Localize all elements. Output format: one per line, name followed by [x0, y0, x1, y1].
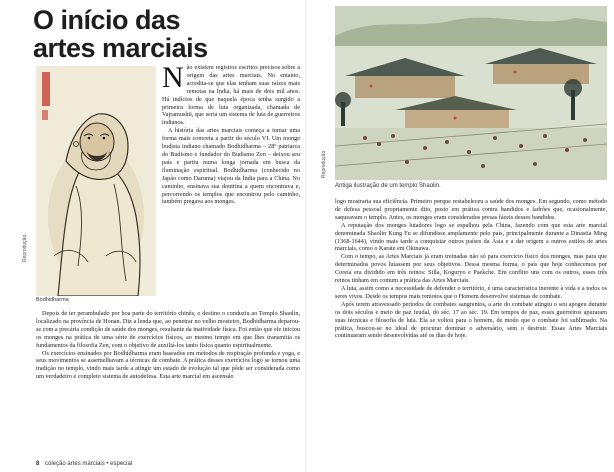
history-paragraph: A história das artes marciais começa a tomar uma forma mais concreta a partir do século VI. Um monge budista indiano chamado Bodhidharma – 28º patriarca do Budismo e fundador do Budismo Zen – deixou seu país e partiu numa longa jornada em busca da iluminação espiritual. Bodhidharma (conhecido no Japão como Daruma) viajou da Índia para a China. No caminho, ensinava sua doutrina a quem encontrava e, percorrendo os templos que encontrou pelo caminho, também pregava aos monges.	[162, 127, 300, 206]
body-paragraph: Com o tempo, as Artes Marciais já eram treinadas não só para exercício físico dos monges, mas para que determinados povos lutassem por seus objetivos. Dessa mesma forma, o país que hoje conhecemos por Coreia era dividido em três reinos: Silla, Koguryo e Paekche. Em conflito uns com os outros, esses três reinos tinham em comum a prática das Artes Marciais.	[335, 253, 607, 285]
footer-text: coleção artes marciais • especial	[45, 461, 133, 467]
shaolin-temple-illustration	[335, 6, 607, 180]
bodhidharma-drawing	[36, 66, 156, 296]
body-paragraph: A luta, assim como a necessidade de defender o território, é uma característica inerente à vida e a todos os seres vivos. Desde os tempos mais remotos que o Homem desenvolve sistemas de combate.	[335, 284, 607, 300]
body-text-right	[335, 198, 607, 340]
title-line-2: artes marciais	[33, 33, 208, 63]
intro-column	[162, 61, 300, 206]
figure-caption: Antiga ilustração de um templo Shaolin.	[335, 183, 441, 189]
figure-credit: Reprodução	[321, 150, 327, 178]
body-paragraph: A reputação dos monges lutadores logo se espalhou pela China, fazendo com que esta arte marcial denominada Shaolin Kung Fu se difundisse amplamente pelo país, principalmente durante a Dinastia Ming (1368-1644), vindo mais tarde a conquistar outros países da Ásia e a dar origem a outros estilos de artes marciais, como o Karate em Okinawa.	[335, 221, 607, 253]
body-text-left	[36, 310, 300, 381]
drop-cap: N	[162, 61, 184, 94]
body-paragraph: logo mostraria sua eficiência. Primeiro porque restabeleceu a saúde dos monges. Em segundo, como método de defesa pessoal propriamente dito, posto em prática contra bandidos e ladrões que, ocasionalmente, saqueavam o templo. Antes, os monges eram considerados presas fáceis desses bandidos.	[335, 198, 607, 221]
page-title	[33, 6, 208, 62]
shaolin-temple-drawing	[335, 6, 607, 180]
body-paragraph: Depois de ter perambulado por boa parte do território chinês, o destino o conduziu ao Templo Shaolin, localizado na província de Honan. Diz a lenda que, ao penetrar no velho mosteiro, Bodhidharma deparou-se com a precária condição de saúde dos monges, resultante da inatividade física. Foi então que ele iniciou os monges na prática de uma série de exercícios físicos, ao mesmo tempo em que lhes transmitia os fundamentos da filosofia Zen, com o objetivo de auxiliá-los tanto física quanto espiritualmente.	[36, 310, 300, 349]
title-line-1: O início das	[33, 5, 181, 35]
right-page	[307, 0, 614, 472]
page-number: 8	[36, 461, 40, 467]
page-footer	[36, 461, 132, 467]
body-paragraph: Após terem atravessado períodos de combates sangrentos, a arte do combate atingiu o seu apogeu durante os dois séculos e meio de paz feudal, do séc. 17 ao séc. 19. Em tempos de paz, esses guerreiros apuraram suas técnicas e filosofia de luta. Ela se voltou para o homem, de modo que o combate foi sublimado. Na prática, buscou-se no ideal de procurar dominar o adversário, sem o destruir. Essas Artes Marciais continuaram sendo desenvolvidas até os dias de hoje.	[335, 300, 607, 340]
bodhidharma-illustration	[36, 66, 156, 296]
body-paragraph: Os exercícios ensinados por Bodhidharma eram baseados em métodos de respiração profunda e yoga, e seus movimentos se assemelhavam a técnicas de combate. A prática desses exercícios logo se tornou uma tradição no templo, vindo mais tarde a atingir um estado de evolução tal que pôde ser considerada como um verdadeiro e completo sistema de autodefesa. Esta arte marcial em ascensão	[36, 349, 300, 381]
figure-caption: Bodhidharma	[36, 297, 69, 303]
figure-credit: Reprodução	[22, 234, 28, 262]
intro-paragraph	[162, 61, 300, 127]
intro-paragraph-text: ão existem registros escritos precisos sobre a origem das artes marciais. No entanto, acredita-se que elas tenham suas raízes mais remotas na Índia, há mais de dois mil anos. Há indícios de que naquela época tenha surgido a primeira forma de luta organizada, chamada de Vajramushti, que seria um sistema de luta de guerreiros indianos.	[162, 64, 300, 127]
